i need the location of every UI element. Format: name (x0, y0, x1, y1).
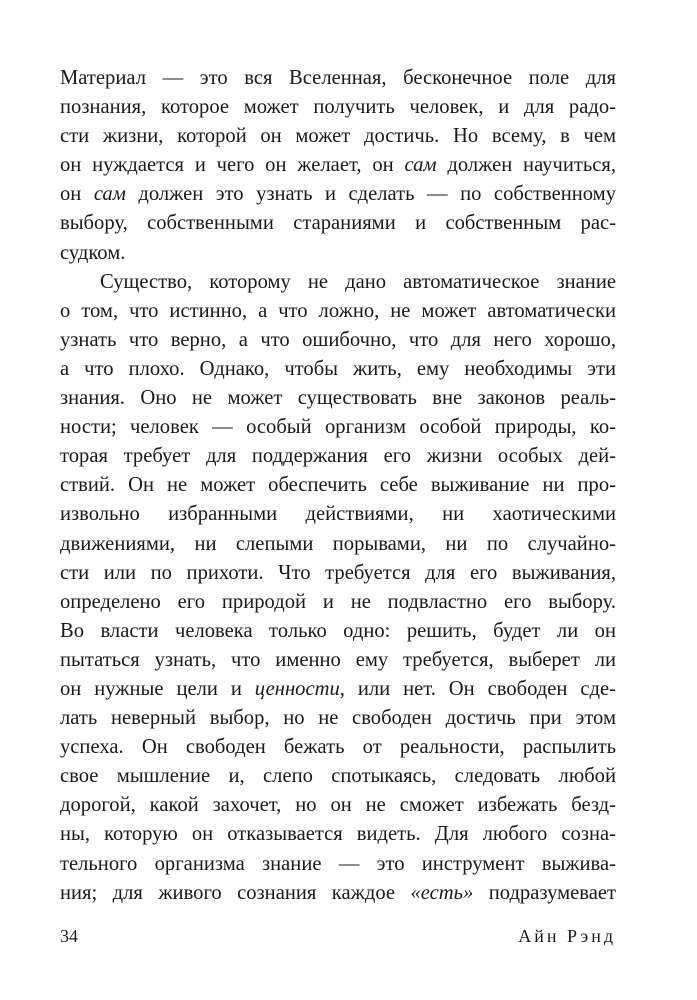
text-segment: должен это узнать и сделать — по собственному (125, 183, 616, 206)
text-line: выбору, собственными стараниями и собственным рас- (60, 212, 616, 235)
text-line: ствий. Он не может обеспечить себе выживание ни про- (60, 474, 616, 497)
text-line: торая требует для поддержания его жизни особых дей- (60, 445, 616, 468)
italic-emphasis: «есть» (410, 881, 474, 904)
text-line (60, 879, 616, 908)
paragraph (60, 268, 616, 908)
text-line (60, 180, 616, 209)
text-segment: он нужные цели и (60, 677, 255, 700)
text-line: о том, что истинно, а что ложно, не может автоматически (60, 299, 616, 322)
page-text (60, 64, 616, 908)
italic-emphasis: сам (93, 183, 126, 206)
text-line (60, 675, 616, 704)
text-line: определено его природой и не подвластно его выбору. (60, 590, 616, 613)
text-line: знания. Оно не может существовать вне законов реаль- (60, 387, 616, 410)
text-line: сти жизни, которой он может достичь. Но всему, в чем (60, 125, 616, 148)
text-line: Существо, которому не дано автоматическое знание (100, 270, 616, 293)
text-line: судком. (60, 241, 126, 264)
running-author: Айн Рэнд (518, 926, 616, 946)
text-line: тельного организма знание — это инструмент выжива- (60, 852, 616, 875)
text-line: ны, которую он отказывается видеть. Для любого созна- (60, 823, 616, 846)
text-line: успеха. Он свободен бежать от реальности, распылить (60, 736, 616, 759)
paragraph (60, 64, 616, 268)
text-line: извольно избранными действиями, ни хаотическими (60, 503, 616, 526)
text-line: свое мышление и, слепо спотыкаясь, следовать любой (60, 765, 616, 788)
text-line: дорогой, какой захочет, но он не сможет избежать безд- (60, 794, 616, 817)
text-line: лать неверный выбор, но не свободен достичь при этом (60, 707, 616, 730)
text-line: узнать что верно, а что ошибочно, что для него хорошо, (60, 328, 616, 351)
text-segment: , или нет. Он свободен сде- (339, 677, 616, 700)
page-number: 34 (60, 926, 78, 946)
text-segment: он нуждается и чего он желает, он (60, 154, 405, 177)
text-line: сти или по прихоти. Что требуется для его выживания, (60, 561, 616, 584)
text-segment: он (60, 183, 94, 206)
text-line: а что плохо. Однако, чтобы жить, ему необходимы эти (60, 357, 616, 380)
text-line (60, 151, 616, 180)
text-line: Во власти человека только одно: решить, будет ли он (60, 619, 616, 642)
text-line: познания, которое может получить человек, и для радо- (60, 96, 616, 119)
page-footer (60, 922, 616, 950)
text-segment: должен научиться, (436, 154, 616, 177)
text-segment: подразумевает (473, 881, 616, 904)
italic-emphasis: сам (404, 154, 437, 177)
text-line: ности; человек — особый организм особой природы, ко- (60, 416, 616, 439)
text-line: пытаться узнать, что именно ему требуется, выберет ли (60, 648, 616, 671)
text-segment: ния; для живого сознания каждое (60, 881, 411, 904)
italic-emphasis: ценности (254, 677, 340, 700)
text-line: движениями, ни слепыми порывами, ни по случайно- (60, 532, 616, 555)
text-line: Материал — это вся Вселенная, бесконечное поле для (60, 67, 616, 89)
